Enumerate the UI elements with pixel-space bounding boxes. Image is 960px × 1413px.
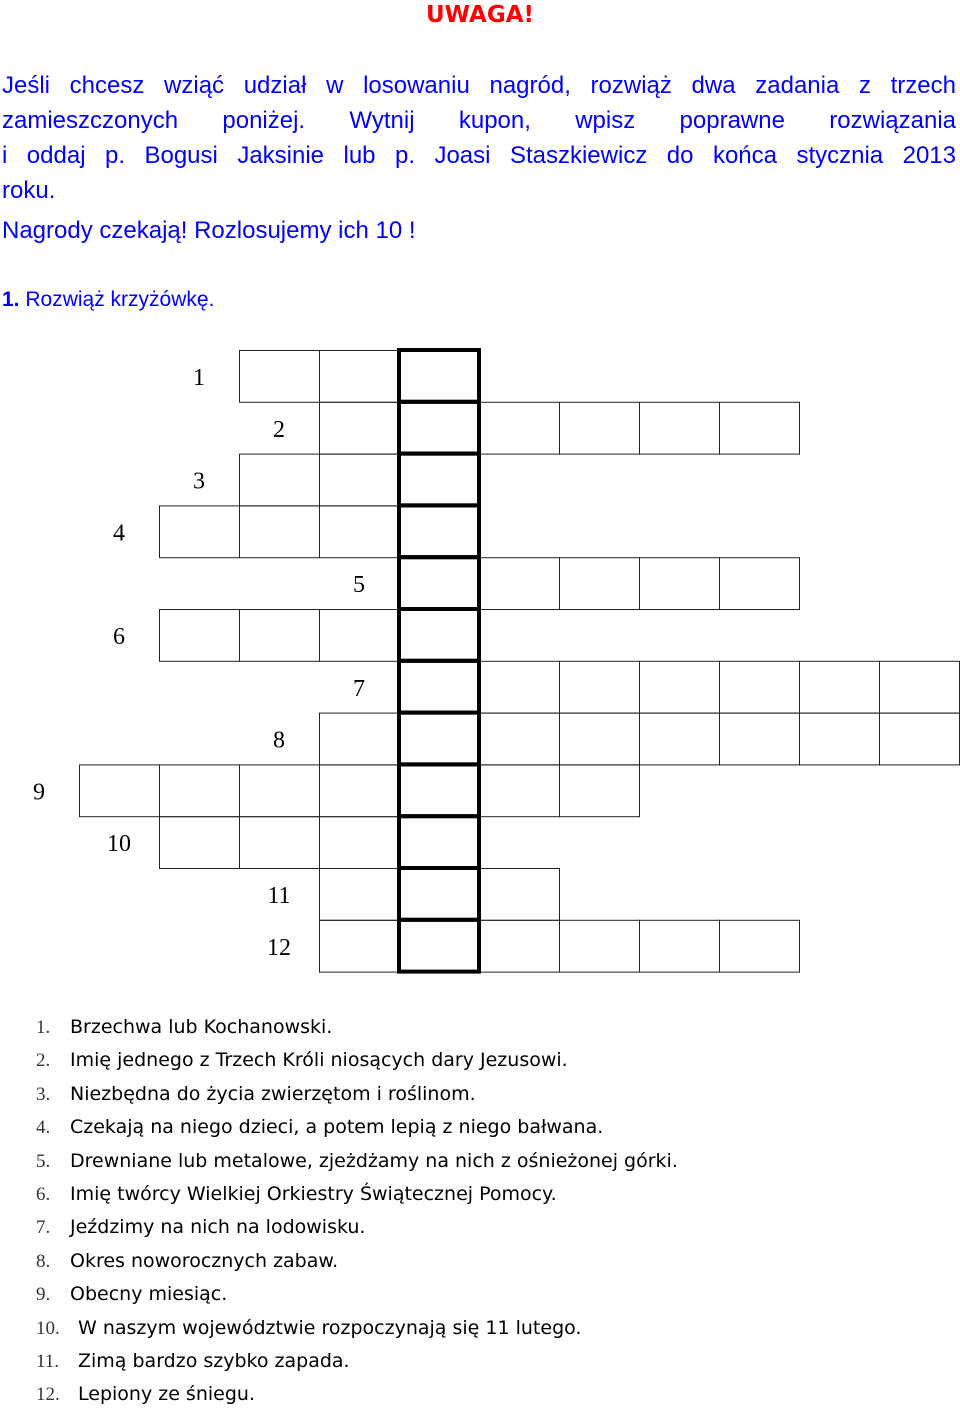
row-number-6: 6 bbox=[113, 624, 125, 650]
intro-line: roku. bbox=[2, 177, 56, 204]
crossword-cell[interactable] bbox=[640, 661, 720, 713]
intro-line: i oddaj p. Bogusi Jaksinie lub p. Joasi Staszkiewicz do końca stycznia 2013 bbox=[2, 142, 956, 169]
crossword-cell[interactable] bbox=[480, 869, 560, 921]
row-number-3: 3 bbox=[193, 468, 205, 495]
crossword-cell[interactable] bbox=[720, 920, 800, 972]
clue-item bbox=[36, 1346, 946, 1379]
crossword-cell[interactable] bbox=[880, 713, 960, 765]
solution-cell[interactable] bbox=[399, 661, 479, 713]
crossword-cell[interactable] bbox=[720, 661, 800, 713]
clue-number: 8. bbox=[36, 1250, 51, 1272]
crossword-cell[interactable] bbox=[320, 402, 400, 454]
solution-cell[interactable] bbox=[399, 868, 479, 920]
crossword-cell[interactable] bbox=[160, 610, 240, 662]
task-number: 1. bbox=[2, 288, 20, 311]
clue-number: 2. bbox=[36, 1050, 51, 1072]
page-title: UWAGA! bbox=[426, 2, 534, 28]
prizes-note: Nagrody czekają! Rozlosujemy ich 10 ! bbox=[2, 217, 416, 244]
clue-text: Zimą bardzo szybko zapada. bbox=[78, 1349, 350, 1372]
row-number-4: 4 bbox=[113, 520, 125, 547]
clue-number: 6. bbox=[36, 1183, 51, 1205]
clue-item bbox=[36, 1012, 946, 1045]
crossword-cell[interactable] bbox=[640, 920, 720, 972]
clue-number: 4. bbox=[36, 1117, 51, 1139]
clue-item bbox=[36, 1146, 946, 1179]
clue-text: Imię jednego z Trzech Króli niosących dary Jezusowi. bbox=[70, 1049, 568, 1072]
row-number-7: 7 bbox=[353, 675, 365, 702]
crossword-cell[interactable] bbox=[240, 765, 320, 817]
crossword-cell[interactable] bbox=[800, 713, 880, 765]
crossword-cell[interactable] bbox=[80, 765, 160, 817]
clue-item bbox=[36, 1379, 946, 1412]
crossword-cell[interactable] bbox=[560, 558, 640, 610]
solution-cell[interactable] bbox=[399, 505, 479, 557]
intro-line: zamieszczonych poniżej. Wytnij kupon, wpisz poprawne rozwiązania bbox=[2, 107, 956, 134]
crossword-cell[interactable] bbox=[320, 351, 400, 403]
clue-number: 7. bbox=[36, 1217, 51, 1239]
clue-text: Lepiony ze śniegu. bbox=[78, 1383, 255, 1406]
crossword-cell[interactable] bbox=[720, 558, 800, 610]
crossword-cell[interactable] bbox=[560, 765, 640, 817]
crossword-cell[interactable] bbox=[480, 661, 560, 713]
crossword-cell[interactable] bbox=[320, 610, 400, 662]
clue-text: W naszym województwie rozpoczynają się 11 lutego. bbox=[78, 1316, 582, 1339]
crossword-cell[interactable] bbox=[240, 817, 320, 869]
clue-number: 12. bbox=[36, 1384, 60, 1406]
crossword-cell[interactable] bbox=[800, 661, 880, 713]
crossword-cell[interactable] bbox=[480, 765, 560, 817]
solution-cell[interactable] bbox=[399, 557, 479, 609]
clue-list bbox=[36, 1012, 946, 1413]
crossword-cell[interactable] bbox=[240, 454, 320, 506]
clue-text: Drewniane lub metalowe, zjeżdżamy na nich z ośnieżonej górki. bbox=[70, 1149, 678, 1172]
crossword-cell[interactable] bbox=[320, 920, 400, 972]
row-number-5: 5 bbox=[353, 572, 365, 599]
crossword-cell[interactable] bbox=[480, 558, 560, 610]
clue-text: Imię twórcy Wielkiej Orkiestry Świątecznej Pomocy. bbox=[70, 1182, 557, 1205]
clue-number: 5. bbox=[36, 1150, 51, 1172]
crossword-cell[interactable] bbox=[320, 454, 400, 506]
row-number-10: 10 bbox=[107, 831, 131, 858]
clue-text: Niezbędna do życia zwierzętom i roślinom. bbox=[70, 1082, 476, 1105]
crossword-cell[interactable] bbox=[720, 402, 800, 454]
row-number-1: 1 bbox=[193, 365, 205, 391]
row-number-12: 12 bbox=[267, 934, 291, 961]
crossword-cell[interactable] bbox=[240, 610, 320, 662]
clue-number: 1. bbox=[36, 1017, 51, 1038]
clue-text: Obecny miesiąc. bbox=[70, 1283, 228, 1306]
clue-number: 10. bbox=[36, 1317, 60, 1339]
solution-cell[interactable] bbox=[399, 764, 479, 816]
crossword-cell[interactable] bbox=[560, 661, 640, 713]
solution-cell[interactable] bbox=[399, 920, 479, 972]
crossword-cell[interactable] bbox=[560, 920, 640, 972]
clue-item bbox=[36, 1279, 946, 1312]
clue-item bbox=[36, 1179, 946, 1212]
clue-number: 3. bbox=[36, 1083, 51, 1105]
crossword-cell[interactable] bbox=[480, 713, 560, 765]
clue-text: Brzechwa lub Kochanowski. bbox=[70, 1016, 333, 1038]
row-number-11: 11 bbox=[267, 883, 291, 909]
task-text: Rozwiąż krzyżówkę. bbox=[25, 288, 215, 311]
crossword-cell[interactable] bbox=[320, 765, 400, 817]
crossword-cell[interactable] bbox=[640, 402, 720, 454]
clue-text: Okres noworocznych zabaw. bbox=[70, 1249, 339, 1272]
crossword-cell[interactable] bbox=[480, 920, 560, 972]
crossword-cell[interactable] bbox=[640, 558, 720, 610]
clue-item bbox=[36, 1079, 946, 1112]
crossword-cell[interactable] bbox=[160, 817, 240, 869]
clue-number: 9. bbox=[36, 1284, 51, 1306]
clue-item bbox=[36, 1112, 946, 1145]
row-number-8: 8 bbox=[273, 727, 285, 754]
clue-text: Jeździmy na nich na lodowisku. bbox=[70, 1216, 366, 1239]
clue-text: Czekają na niego dzieci, a potem lepią z niego bałwana. bbox=[70, 1116, 604, 1139]
solution-cell[interactable] bbox=[399, 816, 479, 868]
crossword-cell[interactable] bbox=[160, 506, 240, 558]
crossword-cell[interactable] bbox=[720, 713, 800, 765]
solution-cell[interactable] bbox=[399, 454, 479, 506]
crossword-cell[interactable] bbox=[160, 765, 240, 817]
crossword-cell[interactable] bbox=[240, 506, 320, 558]
clue-item bbox=[36, 1212, 946, 1245]
crossword-cell[interactable] bbox=[640, 713, 720, 765]
crossword-cell[interactable] bbox=[880, 661, 960, 713]
crossword-cell[interactable] bbox=[320, 713, 400, 765]
crossword-cell[interactable] bbox=[320, 506, 400, 558]
clue-number: 11. bbox=[36, 1350, 60, 1372]
crossword-cell[interactable] bbox=[320, 869, 400, 921]
solution-cell[interactable] bbox=[399, 713, 479, 765]
solution-cell[interactable] bbox=[399, 350, 479, 402]
crossword-cell[interactable] bbox=[480, 402, 560, 454]
crossword-cell[interactable] bbox=[560, 402, 640, 454]
crossword-cell[interactable] bbox=[240, 351, 320, 403]
clue-item bbox=[36, 1313, 946, 1346]
solution-cell[interactable] bbox=[399, 402, 479, 454]
crossword-cell[interactable] bbox=[560, 713, 640, 765]
clue-item bbox=[36, 1246, 946, 1279]
intro-line: Jeśli chcesz wziąć udział w losowaniu nagród, rozwiąż dwa zadania z trzech bbox=[2, 72, 956, 99]
row-number-2: 2 bbox=[273, 416, 285, 443]
crossword-cell[interactable] bbox=[320, 817, 400, 869]
solution-cell[interactable] bbox=[399, 609, 479, 661]
row-number-9: 9 bbox=[33, 779, 45, 806]
clue-item bbox=[36, 1045, 946, 1078]
